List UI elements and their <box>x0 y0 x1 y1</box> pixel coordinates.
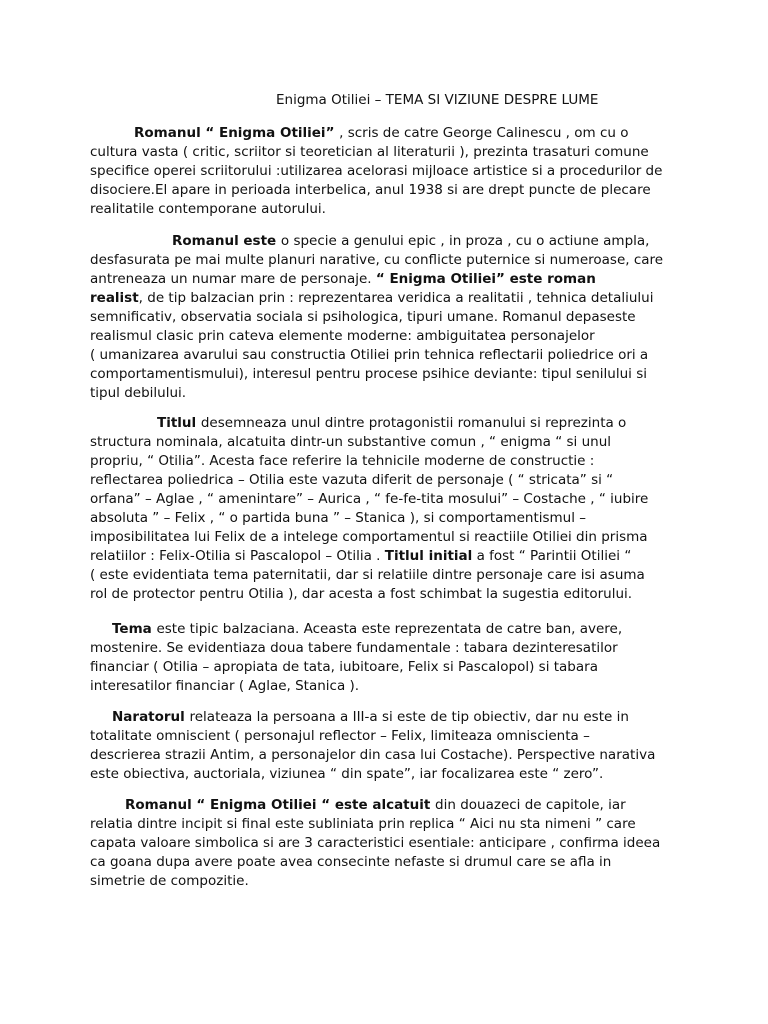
text-run: absoluta ” – Felix , “ o partida buna ” – Stanica ), si comportamentismul – <box>90 510 587 526</box>
text-line <box>90 124 690 143</box>
text-line <box>90 677 690 696</box>
text-line <box>90 639 690 658</box>
text-line <box>90 327 690 346</box>
text-line <box>90 585 690 604</box>
bold-run: Romanul “ Enigma Otiliei” <box>134 125 340 141</box>
text-line <box>90 490 690 509</box>
bold-run: Tema <box>112 621 157 637</box>
text-run: comportamentismului), interesul pentru procese psihice deviante: tipul senilului si <box>90 366 648 382</box>
paragraph-title <box>90 414 690 604</box>
text-line <box>90 872 690 891</box>
text-run: descrierea strazii Antim, a personajelor din casa lui Costache). Perspective narativa <box>90 747 656 763</box>
text-run: cultura vasta ( critic, scriitor si teoretician al literaturii ), prezinta trasaturi comune <box>90 144 649 160</box>
text-run: , scris de catre George Calinescu , om cu o <box>339 125 629 141</box>
text-run: financiar ( Otilia – apropiata de tata, iubitoare, Felix si Pascalopol) si tabara <box>90 659 598 675</box>
text-run: structura nominala, alcatuita dintr-un substantive comun , “ enigma “ si unul <box>90 434 612 450</box>
text-run: imposibilitatea lui Felix de a intelege comportamentul si reactiile Otiliei din prisma <box>90 529 648 545</box>
text-run: relatiilor : Felix-Otilia si Pascalopol – Otilia . <box>90 548 385 564</box>
text-run: capata valoare simbolica si are 3 caracteristici esentiale: anticipare , confirma ideea <box>90 835 661 851</box>
text-run: o specie a genului epic , in proza , cu o actiune ampla, <box>280 233 650 249</box>
text-run: desemneaza unul dintre protagonistii romanului si reprezinta o <box>200 415 627 431</box>
text-run: relatia dintre incipit si final este subliniata prin replica “ Aici nu sta nimeni ” care <box>90 816 636 832</box>
bold-run: Titlul <box>157 415 201 431</box>
bold-run: Titlul initial <box>384 548 473 564</box>
text-line <box>90 346 690 365</box>
text-run: din douazeci de capitole, iar <box>435 797 626 813</box>
text-run: interesatilor financiar ( Aglae, Stanica ). <box>90 678 360 694</box>
text-line <box>90 433 690 452</box>
paragraph-narrator <box>90 708 690 784</box>
text-line <box>90 746 690 765</box>
text-run: rol de protector pentru Otilia ), dar acesta a fost schimbat la sugestia editorului. <box>90 586 633 602</box>
bold-run: Romanul “ Enigma Otiliei “ este alcatuit <box>125 797 436 813</box>
bold-run: “ Enigma Otiliei” este roman <box>375 271 596 287</box>
paragraph-intro <box>90 124 690 219</box>
bold-run: realist <box>90 290 139 306</box>
paragraph-structure <box>90 796 690 891</box>
text-line <box>90 620 690 639</box>
text-line <box>90 452 690 471</box>
text-line <box>90 796 690 815</box>
text-line <box>90 853 690 872</box>
bold-run: Romanul este <box>172 233 281 249</box>
text-run: realitatile contemporane autorului. <box>90 201 326 217</box>
text-line <box>90 162 690 181</box>
text-run: relateaza la persoana a III-a si este de tip obiectiv, dar nu este in <box>189 709 629 725</box>
text-run: specifice operei scriitorului :utilizarea acelorasi mijloace artistice si a procedurilor de <box>90 163 663 179</box>
text-line <box>90 471 690 490</box>
text-run: , de tip balzacian prin : reprezentarea veridica a realitatii , tehnica detaliului <box>138 290 654 306</box>
text-run: simetrie de compozitie. <box>90 873 249 889</box>
text-run: antreneaza un numar mare de personaje. <box>90 271 376 287</box>
text-line <box>90 566 690 585</box>
text-run: disociere.El apare in perioada interbelica, anul 1938 si are drept puncte de plecare <box>90 182 651 198</box>
text-line <box>90 547 690 566</box>
text-line <box>90 815 690 834</box>
text-line <box>90 727 690 746</box>
text-run: ca goana dupa avere poate avea consecinte nefaste si drumul care se afla in <box>90 854 612 870</box>
text-line <box>90 834 690 853</box>
text-line <box>90 270 690 289</box>
text-line <box>90 414 690 433</box>
text-run: este obiectiva, auctoriala, viziunea “ din spate”, iar focalizarea este “ zero”. <box>90 766 604 782</box>
document-title: Enigma Otiliei – TEMA SI VIZIUNE DESPRE LUME <box>276 92 599 108</box>
text-run: orfana” – Aglae , “ amenintare” – Aurica , “ fe-fe-tita mosului” – Costache , “ iubire <box>90 491 649 507</box>
text-line <box>90 365 690 384</box>
paragraph-theme <box>90 620 690 696</box>
paragraph-species <box>90 232 690 403</box>
text-run: a fost “ Parintii Otiliei “ <box>472 548 632 564</box>
text-line <box>90 143 690 162</box>
text-line <box>90 251 690 270</box>
text-line <box>90 181 690 200</box>
text-run: ( este evidentiata tema paternitatii, dar si relatiile dintre personaje care isi asuma <box>90 567 645 583</box>
text-line <box>90 289 690 308</box>
text-run: este tipic balzaciana. Aceasta este reprezentata de catre ban, avere, <box>156 621 623 637</box>
text-line <box>90 708 690 727</box>
text-run: ( umanizarea avarului sau constructia Otiliei prin tehnica reflectarii poliedrice ori a <box>90 347 649 363</box>
text-run: tipul debilului. <box>90 385 187 401</box>
text-line <box>90 308 690 327</box>
text-run: semnificativ, observatia sociala si psihologica, tipuri umane. Romanul depaseste <box>90 309 636 325</box>
bold-run: Naratorul <box>112 709 190 725</box>
text-run: realismul clasic prin cateva elemente moderne: ambiguitatea personajelor <box>90 328 595 344</box>
text-line <box>90 658 690 677</box>
text-run: propriu, “ Otilia”. Acesta face referire la tehnicile moderne de constructie : <box>90 453 595 469</box>
text-line <box>90 200 690 219</box>
text-line <box>90 509 690 528</box>
text-run: mostenire. Se evidentiaza doua tabere fundamentale : tabara dezinteresatilor <box>90 640 618 656</box>
text-run: totalitate omniscient ( personajul reflector – Felix, limiteaza omniscienta – <box>90 728 590 744</box>
text-run: reflectarea poliedrica – Otilia este vazuta diferit de personaje ( “ stricata” si “ <box>90 472 614 488</box>
text-line <box>90 232 690 251</box>
text-line <box>90 765 690 784</box>
text-line <box>90 528 690 547</box>
text-line <box>90 384 690 403</box>
text-run: desfasurata pe mai multe planuri narative, cu conflicte puternice si numeroase, care <box>90 252 664 268</box>
